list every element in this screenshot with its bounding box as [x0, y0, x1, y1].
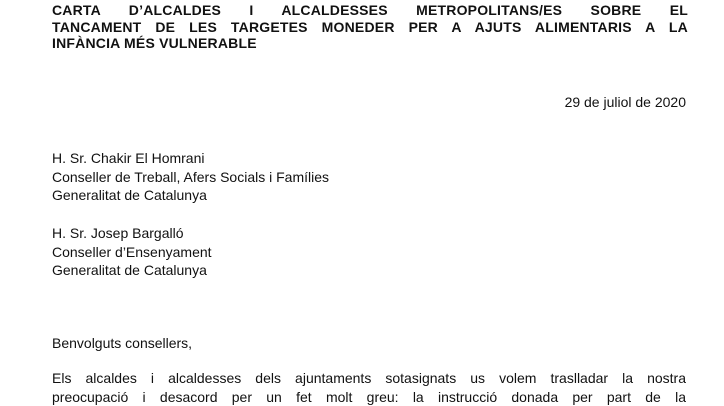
body-line-2: preocupació i desacord per un fet molt greu: la instrucció donada per part de la — [52, 388, 686, 406]
title-line-2: TANCAMENT DE LES TARGETES MONEDER PER A AJUTS ALIMENTARIS A LA — [52, 19, 688, 36]
recipient-institution: Generalitat de Catalunya — [52, 261, 212, 280]
body-line-1: Els alcaldes i alcaldesses dels ajuntaments sotasignats us volem traslladar la nostra — [52, 369, 686, 388]
recipient-institution: Generalitat de Catalunya — [52, 186, 329, 205]
recipient-name: H. Sr. Josep Bargalló — [52, 224, 212, 243]
recipient-role: Conseller de Treball, Afers Socials i Famílies — [52, 168, 329, 187]
recipient-role: Conseller d’Ensenyament — [52, 243, 212, 262]
letter-date: 29 de juliol de 2020 — [565, 94, 686, 110]
salutation: Benvolguts consellers, — [52, 335, 192, 351]
recipient-block-2 — [52, 224, 212, 280]
title-line-1: CARTA D’ALCALDES I ALCALDESSES METROPOLITANS/ES SOBRE EL — [52, 2, 688, 19]
letter-title — [52, 2, 688, 52]
title-line-3: INFÀNCIA MÉS VULNERABLE — [52, 35, 688, 52]
body-paragraph — [52, 369, 686, 406]
recipient-block-1 — [52, 149, 329, 205]
recipient-name: H. Sr. Chakir El Homrani — [52, 149, 329, 168]
